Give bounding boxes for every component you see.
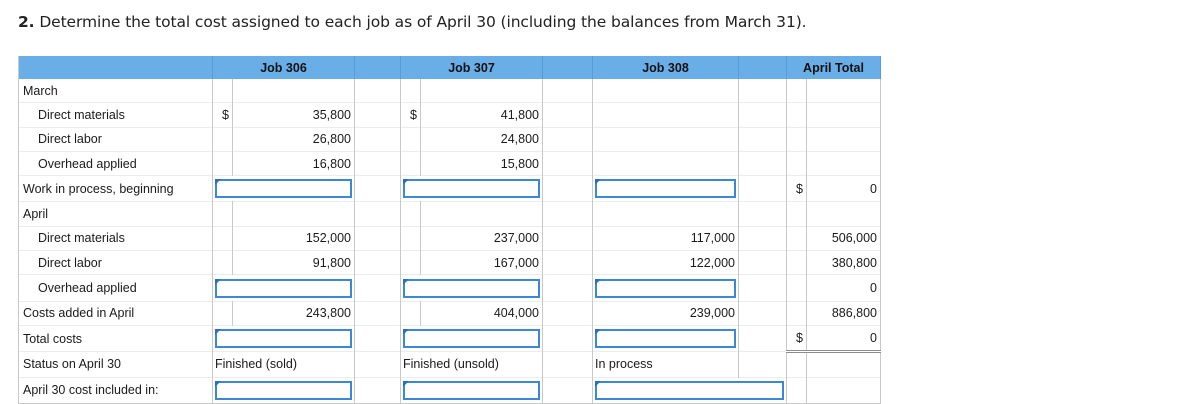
j308-april-overhead-input[interactable] bbox=[595, 279, 736, 298]
j307-april-direct-labor: 167,000 bbox=[421, 251, 543, 275]
row-label-total-costs: Total costs bbox=[19, 325, 213, 351]
j307-total-costs-input[interactable] bbox=[403, 329, 540, 348]
j307-status: Finished (unsold) bbox=[401, 352, 543, 377]
total-april-direct-materials: 506,000 bbox=[807, 226, 881, 250]
j307-april-overhead-input[interactable] bbox=[403, 279, 540, 298]
row-label-direct-materials: Direct materials bbox=[19, 103, 213, 127]
j307-wip-input[interactable] bbox=[403, 179, 540, 198]
dollar-sign: $ bbox=[401, 103, 421, 127]
total-wip-beginning: 0 bbox=[807, 176, 881, 202]
j308-status: In process bbox=[593, 352, 739, 377]
j306-direct-materials: 35,800 bbox=[233, 103, 355, 127]
row-label-april: April bbox=[19, 202, 213, 226]
j308-total-costs-input[interactable] bbox=[595, 329, 736, 348]
row-label-april-overhead-applied: Overhead applied bbox=[19, 275, 213, 301]
row-label-costs-added: Costs added in April bbox=[19, 301, 213, 325]
j306-april-direct-materials: 152,000 bbox=[233, 226, 355, 250]
j306-direct-labor: 26,800 bbox=[233, 127, 355, 151]
j307-april-direct-materials: 237,000 bbox=[421, 226, 543, 250]
j308-costs-added: 239,000 bbox=[593, 301, 739, 325]
question-text bbox=[18, 13, 806, 31]
j306-overhead-applied: 16,800 bbox=[233, 151, 355, 175]
job-cost-table bbox=[18, 56, 881, 404]
j308-included-select[interactable] bbox=[595, 381, 784, 400]
total-april-direct-labor: 380,800 bbox=[807, 251, 881, 275]
j307-direct-materials: 41,800 bbox=[421, 103, 543, 127]
header-blank bbox=[19, 56, 213, 79]
j308-april-direct-materials: 117,000 bbox=[593, 226, 739, 250]
j307-included-select[interactable] bbox=[403, 381, 540, 400]
dollar-sign: $ bbox=[787, 325, 807, 351]
row-label-april-direct-materials: Direct materials bbox=[19, 226, 213, 250]
question-body: Determine the total cost assigned to each job as of April 30 (including the balances from March 31). bbox=[39, 13, 807, 31]
dollar-sign: $ bbox=[787, 176, 807, 202]
j306-total-costs-input[interactable] bbox=[215, 329, 352, 348]
row-label-wip-beginning: Work in process, beginning bbox=[19, 176, 213, 202]
question-number: 2. bbox=[18, 13, 35, 31]
j307-direct-labor: 24,800 bbox=[421, 127, 543, 151]
header-job-306: Job 306 bbox=[213, 56, 355, 79]
row-label-april-direct-labor: Direct labor bbox=[19, 251, 213, 275]
row-label-march: March bbox=[19, 79, 213, 103]
row-label-overhead-applied: Overhead applied bbox=[19, 151, 213, 175]
j306-wip-input[interactable] bbox=[215, 179, 352, 198]
row-label-status: Status on April 30 bbox=[19, 352, 213, 377]
header-april-total: April Total bbox=[787, 56, 881, 79]
j308-april-direct-labor: 122,000 bbox=[593, 251, 739, 275]
total-april-overhead-applied: 0 bbox=[807, 275, 881, 301]
j306-april-overhead-input[interactable] bbox=[215, 279, 352, 298]
total-costs-added: 886,800 bbox=[807, 301, 881, 325]
j307-costs-added: 404,000 bbox=[421, 301, 543, 325]
j307-overhead-applied: 15,800 bbox=[421, 151, 543, 175]
total-total-costs: 0 bbox=[807, 325, 881, 351]
row-label-direct-labor: Direct labor bbox=[19, 127, 213, 151]
j306-status: Finished (sold) bbox=[213, 352, 355, 377]
header-job-307: Job 307 bbox=[401, 56, 543, 79]
dollar-sign: $ bbox=[213, 103, 233, 127]
row-label-cost-included: April 30 cost included in: bbox=[19, 377, 213, 403]
j306-april-direct-labor: 91,800 bbox=[233, 251, 355, 275]
j306-included-select[interactable] bbox=[215, 381, 352, 400]
j308-wip-input[interactable] bbox=[595, 179, 736, 198]
header-job-308: Job 308 bbox=[593, 56, 739, 79]
j306-costs-added: 243,800 bbox=[233, 301, 355, 325]
